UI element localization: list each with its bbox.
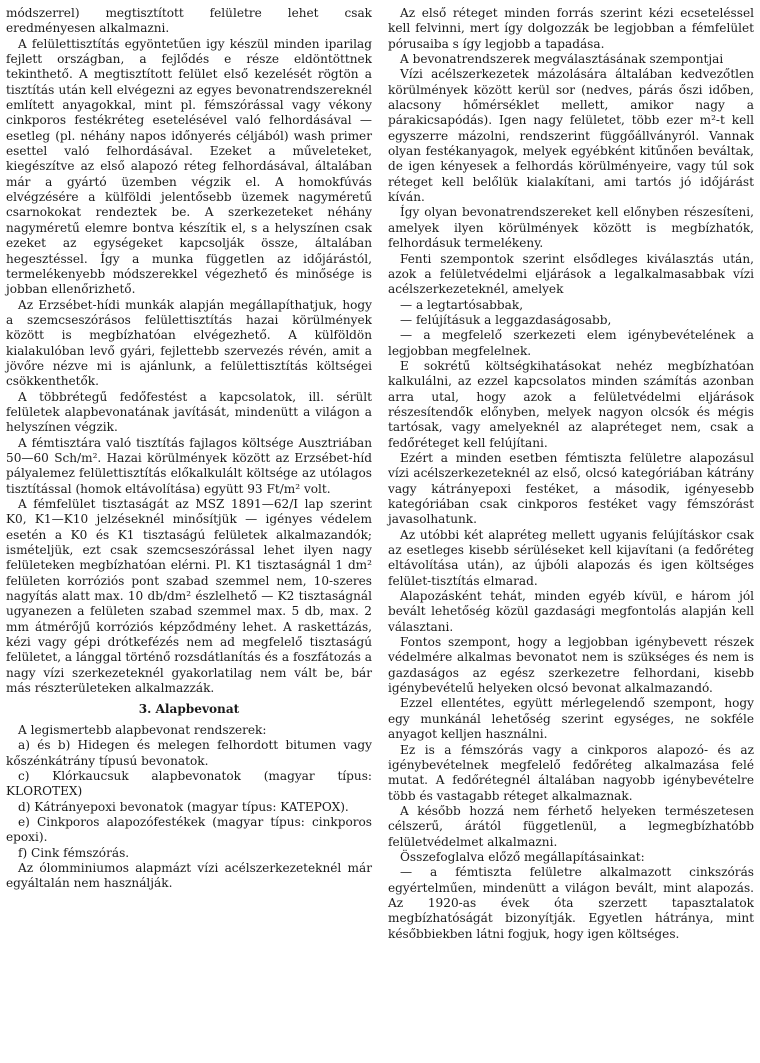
paragraph: A bevonatrendszerek megválasztásának szempontjai: [400, 52, 724, 67]
paragraph: Összefoglalva előző megállapításainkat:: [400, 849, 645, 864]
paragraph: E sokrétű költségkihatásokat nehéz megbízhatóan kalkulálni, az ezzel kapcsolatos minden számítás azonban arra utal, hogy azok a felületvédelmi eljárások részesítendők előnyben, melyek nagyon olcsók és mégis tartósak, vagy amelyeknél az alapréteget nem, csak a fedőréteget kell felújítani.: [388, 358, 754, 450]
paragraph: — a fémtiszta felületre alkalmazott cinkszórás egyértelműen, mindenütt a világon bevált, mint alapozás. Az 1920-as évek óta szerzett tapasztalatok megbízhatóságát bizonyítják. Egyetlen hátránya, mint későbbiekben látni fogjuk, hogy igen költséges.: [388, 865, 754, 941]
paragraph: Fontos szempont, hogy a legjobban igénybevett részek védelmére alkalmas bevonatot nem is szükséges és nem is gazdaságos az egész szerkezetre felhordani, kisebb igénybevételű helyeken olcsó bevonat alkalmazandó.: [388, 635, 754, 696]
paragraph: Ez is a fémszórás vagy a cinkporos alapozó- és az igénybevételnek megfelelő fedőréteg alkalmazása felé mutat. A fedőrétegnél általában nagyobb igénybevételre több és vastagabb réteget alkalmaznak.: [388, 742, 754, 803]
paragraph: Így olyan bevonatrendszereket kell előnyben részesíteni, amelyek ilyen körülmények között is megbízhatók, felhordásuk termelékeny.: [388, 205, 754, 251]
right-column: [388, 6, 754, 1063]
paragraph: f) Cink fémszórás.: [18, 845, 130, 860]
paragraph: Ezért a minden esetben fémtiszta felületre alapozásul vízi acélszerkezeteknél az első, olcsó kategóriában kátrány vagy kátrányepoxi festéket, a második, igényesebb kategóriában csak cinkporos festéket vagy fémszórást javasolhatunk.: [388, 450, 754, 527]
paragraph: Alapozásként tehát, minden egyéb kívül, e három jól bevált lehetőség közül gazdasági megfontolás alapján kell választani.: [388, 589, 754, 634]
section-heading: 3. Alapbevonat: [138, 702, 240, 717]
paragraph: A legismertebb alapbevonat rendszerek:: [18, 722, 267, 737]
paragraph: Ezzel ellentétes, együtt mérlegelendő szempont, hogy egy munkánál lehetőség szerint egységes, ne sokféle anyagot kelljen használni.: [388, 696, 754, 742]
left-column: [6, 6, 372, 1063]
paragraph: e) Cinkporos alapozófestékek (magyar típus: cinkporos epoxi).: [6, 814, 372, 845]
paragraph: — a megfelelő szerkezeti elem igénybevételének a legjobban megfelelnek.: [388, 328, 754, 358]
paragraph: c) Klórkaucsuk alapbevonatok (magyar típus: KLOROTEX): [6, 768, 372, 799]
paragraph: a) és b) Hidegen és melegen felhordott bitumen vagy kőszénkátrány típusú bevonatok.: [6, 738, 372, 768]
paragraph: A fémtisztára való tisztítás fajlagos költsége Ausztriában 50—60 Sch/m². Hazai körülmények között az Erzsébet-híd pályalemez felülettisztítás előkalkulált költsége az utólagos tisztítással (homok eltávolítása) együtt 93 Ft/m² volt.: [6, 435, 372, 496]
paragraph: Az első réteget minden forrás szerint kézi ecseteléssel kell felvinni, mert így dolgozzák be legjobban a fémfelület pórusaiba s így legjobb a tapadása.: [388, 6, 754, 51]
paragraph: — felújításuk a leggazdaságosabb,: [400, 312, 612, 327]
paragraph: — a legtartósabbak,: [400, 297, 524, 312]
paragraph: A fémfelület tisztaságát az MSZ 1891—62/I lap szerint K0, K1—K10 jelzéseknél minősítjük — igényes védelem esetén a K0 és K1 tisztaságú felületek alkalmazandók; ismételjük, ezt csak szemcseszórással lehet ilyen nagy felületeken megbízhatóan elérni. Pl. K1 tisztaságnál 1 dm² felületen korróziós pont szabad szemmel nem, 10-szeres nagyítás alatt max. 10 db/dm² észlelhető — K2 tisztaságnál ugyanezen a felületen szabad szemmel max. 5 db, max. 2 mm átmérőjű korróziós képződmény lehet. A raskettázás, kézi vagy gépi drótkefézés nem ad megfelelő tisztaságú felületet, a lánggal történő rozsdátlanítás és a foszfátozás a nagy vízi szerkezeteknél gyakorlatilag nem vált be, bár más részterületeken alkalmazzák.: [6, 497, 372, 696]
paragraph: A később hozzá nem férhető helyeken természetesen célszerű, árától függetlenül, a legmegbízhatóbb felületvédelmet alkalmazni.: [388, 803, 754, 849]
paragraph: Az ólomminiumos alapmázt vízi acélszerkezeteknél már egyáltalán nem használják.: [6, 860, 372, 891]
paragraph: Fenti szempontok szerint elsődleges kiválasztás után, azok a felületvédelmi eljárások a legalkalmasabbak vízi acélszerkezeteknél, amelyek: [388, 251, 754, 297]
paragraph: d) Kátrányepoxi bevonatok (magyar típus: KATEPOX).: [18, 799, 349, 814]
paragraph: Az utóbbi két alapréteg mellett ugyanis felújításkor csak az esetleges kisebb sérüléseket kell kijavítani (a fedőréteg eltávolítása után), az újbóli alapozás és igen költséges felület-tisztítás elmarad.: [388, 527, 754, 588]
paragraph: A többrétegű fedőfestést a kapcsolatok, ill. sérült felületek alapbevonatának javítását, mindenütt a világon a helyszínen végzik.: [6, 389, 372, 435]
paragraph: Az Erzsébet-hídi munkák alapján megállapíthatjuk, hogy a szemcseszórásos felülettisztítás hazai körülmények között is megbízhatóan elvégezhető. A külföldön kialakulóban levő gyári, fejlettebb szervezés révén, amit a jövőre nézve mi is ajánlunk, a felülettisztítás költségei csökkenthetők.: [6, 297, 372, 389]
paragraph: Vízi acélszerkezetek mázolására általában kedvezőtlen körülmények között kerül sor (nedves, párás őszi időben, alacsony hőmérséklet mellett, amikor nagy a párakicsapódás). Igen nagy felületet, több ezer m²-t kell egyszerre mázolni, rendszerint függőállványról. Vannak olyan festékanyagok, melyek egyébként kitűnően beváltak, de igen kényesek a felhordás körülményeire, vagy túl sok réteget kell belőlük kialakítani, ami tartós jó időjárást kíván.: [388, 67, 754, 205]
paragraph: A felülettisztítás egyöntetűen igy készül minden iparilag fejlett országban, a fejlődés e része eldöntöttnek tekinthető. A megtisztított felület első kezelését rögtön a tisztítás után kell elvégezni az egyes bevonatrendszereknél említett anyagokkal, mint pl. fémszórással vagy vékony cinkporos festékréteg esetelésével való felhordásával — esetleg (pl. néhány napos időnyerés céljából) wash primer esettel való felhordásával. Ezeket a műveleteket, kiegészítve az első alapozó réteg felhordásával, általában már a gyártó üzemben végzik el. A homokfúvás elvégzésére a külföldi jelentősebb üzemek nagyméretű csarnokokat rendeztek be. A szerkezeteket néhány nagyméretű elemre bontva készítik el, s a helyszínen csak ezeket az egységeket kapcsolják össze, általában hegesztéssel. Így a munka független az időjárástól, termelékenyebb módszerekkel végezhető és minősége is jobban ellenőrizhető.: [6, 36, 372, 297]
paragraph: módszerrel) megtisztított felületre lehet csak eredményesen alkalmazni.: [6, 6, 372, 36]
